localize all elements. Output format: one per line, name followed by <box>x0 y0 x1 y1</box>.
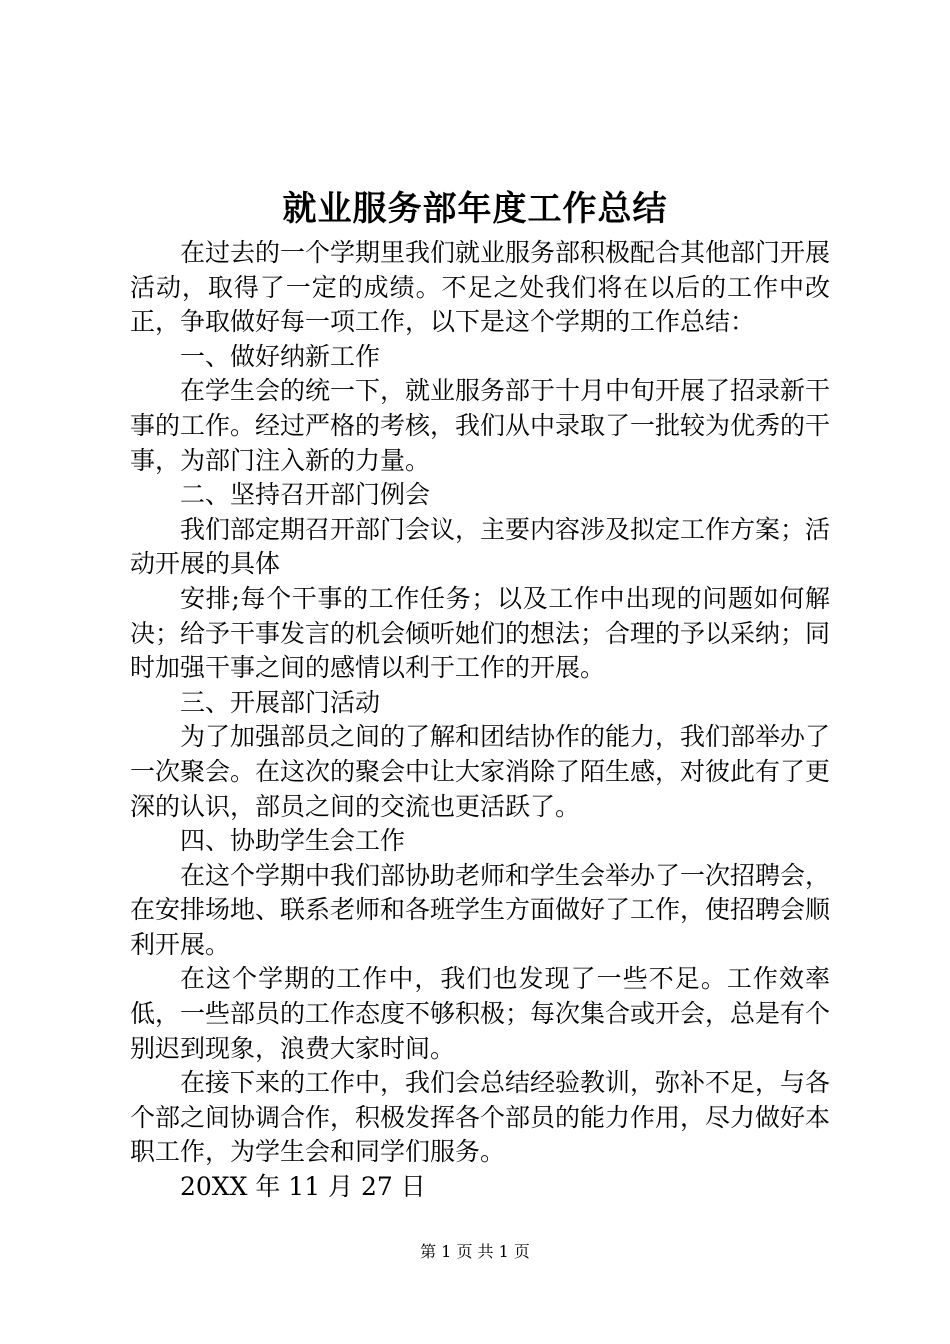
document-body <box>130 236 830 1205</box>
intro-paragraph: 在过去的一个学期里我们就业服务部积极配合其他部门开展活动，取得了一定的成绩。不足之处我们将在以后的工作中改正，争取做好每一项工作，以下是这个学期的工作总结： <box>130 238 831 337</box>
section-1-paragraph: 在学生会的统一下，就业服务部于十月中旬开展了招录新干事的工作。经过严格的考核，我们从中录取了一批较为优秀的干事，为部门注入新的力量。 <box>130 376 831 475</box>
section-2-paragraph-a: 我们部定期召开部门会议，主要内容涉及拟定工作方案；活动开展的具体 <box>130 514 831 579</box>
section-heading-2: 二、坚持召开部门例会 <box>180 480 431 510</box>
section-4-paragraph: 在这个学期中我们部协助老师和学生会举办了一次招聘会，在安排场地、联系老师和各班学生方面做好了工作，使招聘会顺利开展。 <box>130 860 831 959</box>
document-date: 20XX 年 11 月 27 日 <box>180 1172 426 1202</box>
section-3-paragraph: 为了加强部员之间的了解和团结协作的能力，我们部举办了一次聚会。在这次的聚会中让大家消除了陌生感，对彼此有了更深的认识，部员之间的交流也更活跃了。 <box>130 722 831 821</box>
section-heading-4: 四、协助学生会工作 <box>180 826 406 856</box>
section-2-paragraph-b: 安排;每个干事的工作任务；以及工作中出现的问题如何解决；给予干事发言的机会倾听她们的想法；合理的予以采纳；同时加强干事之间的感情以利于工作的开展。 <box>130 583 831 683</box>
section-heading-3: 三、开展部门活动 <box>180 687 381 717</box>
shortcomings-paragraph: 在这个学期的工作中，我们也发现了一些不足。工作效率低，一些部员的工作态度不够积极；每次集合或开会，总是有个别迟到现象，浪费大家时间。 <box>130 964 831 1063</box>
outlook-paragraph: 在接下来的工作中，我们会总结经验教训，弥补不足，与各个部之间协调合作，积极发挥各个部员的能力作用，尽力做好本职工作，为学生会和同学们服务。 <box>130 1068 831 1167</box>
section-heading-1: 一、做好纳新工作 <box>180 341 381 371</box>
document-title: 就业服务部年度工作总结 <box>282 189 668 229</box>
page-footer: 第 1 页 共 1 页 <box>420 1242 530 1261</box>
